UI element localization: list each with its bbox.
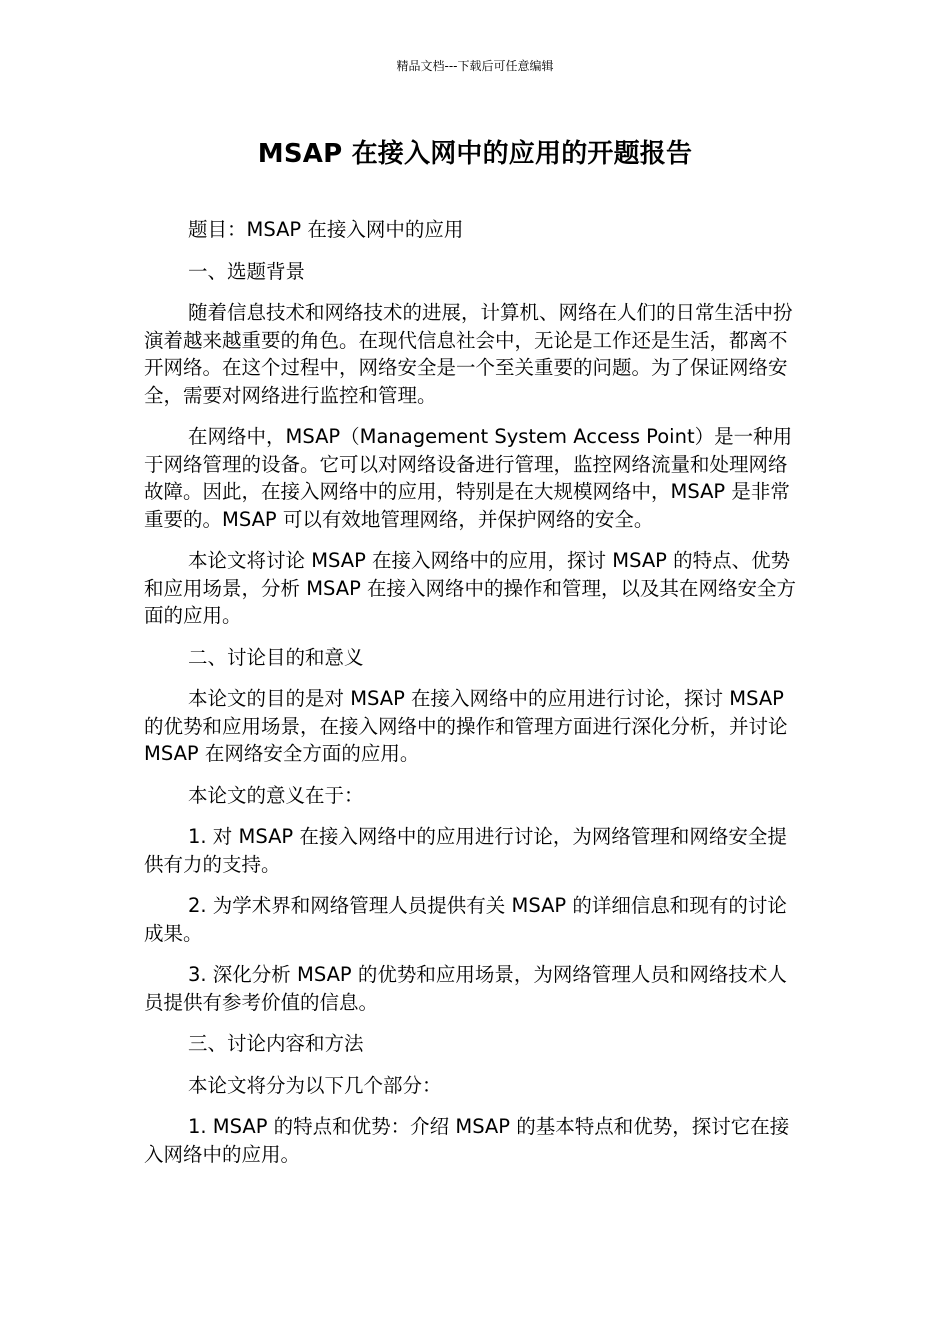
background-paragraph-1: 随着信息技术和网络技术的进展，计算机、网络在人们的日常生活中扮演着越来越重要的角色。在现代信息社会中，无论是工作还是生活，都离不开网络。在这个过程中，网络安全是一个至关重要的问题。为了保证网络安全，需要对网络进行监控和管理。 <box>144 301 793 407</box>
background-paragraph-3: 本论文将讨论 MSAP 在接入网络中的应用，探讨 MSAP 的特点、优势和应用场景，分析 MSAP 在接入网络中的操作和管理，以及其在网络安全方面的应用。 <box>144 549 797 627</box>
content-intro: 本论文将分为以下几个部分： <box>188 1073 442 1097</box>
topic-line: 题目：MSAP 在接入网中的应用 <box>188 218 464 241</box>
background-paragraph-2: 在网络中，MSAP（Management System Access Point）是一种用于网络管理的设备。它可以对网络设备进行管理，监控网络流量和处理网络故障。因此，在接入网络中的应用，特别是在大规模网络中，MSAP 是非常重要的。MSAP 可以有效地管理网络，并保护网络的安全。 <box>144 425 793 531</box>
significance-item-1: 1. 对 MSAP 在接入网络中的应用进行讨论，为网络管理和网络安全提供有力的支持。 <box>144 825 787 876</box>
content-item-1: 1. MSAP 的特点和优势：介绍 MSAP 的基本特点和优势，探讨它在接入网络中的应用。 <box>144 1115 790 1166</box>
document-body <box>144 216 806 1182</box>
significance-item-3: 3. 深化分析 MSAP 的优势和应用场景，为网络管理人员和网络技术人员提供有参考价值的信息。 <box>144 963 787 1014</box>
section-heading-background: 一、选题背景 <box>188 259 306 283</box>
header-note: 精品文档---下载后可任意编辑 <box>396 59 554 73</box>
significance-intro: 本论文的意义在于： <box>188 783 364 807</box>
section-heading-content: 三、讨论内容和方法 <box>188 1032 364 1055</box>
significance-item-2: 2. 为学术界和网络管理人员提供有关 MSAP 的详细信息和现有的讨论成果。 <box>144 894 787 945</box>
purpose-paragraph: 本论文的目的是对 MSAP 在接入网络中的应用进行讨论，探讨 MSAP 的优势和应用场景，在接入网络中的操作和管理方面进行深化分析，并讨论 MSAP 在网络安全方面的应用。 <box>144 687 788 765</box>
section-heading-purpose: 二、讨论目的和意义 <box>188 645 364 669</box>
document-title: MSAP 在接入网中的应用的开题报告 <box>257 139 693 169</box>
